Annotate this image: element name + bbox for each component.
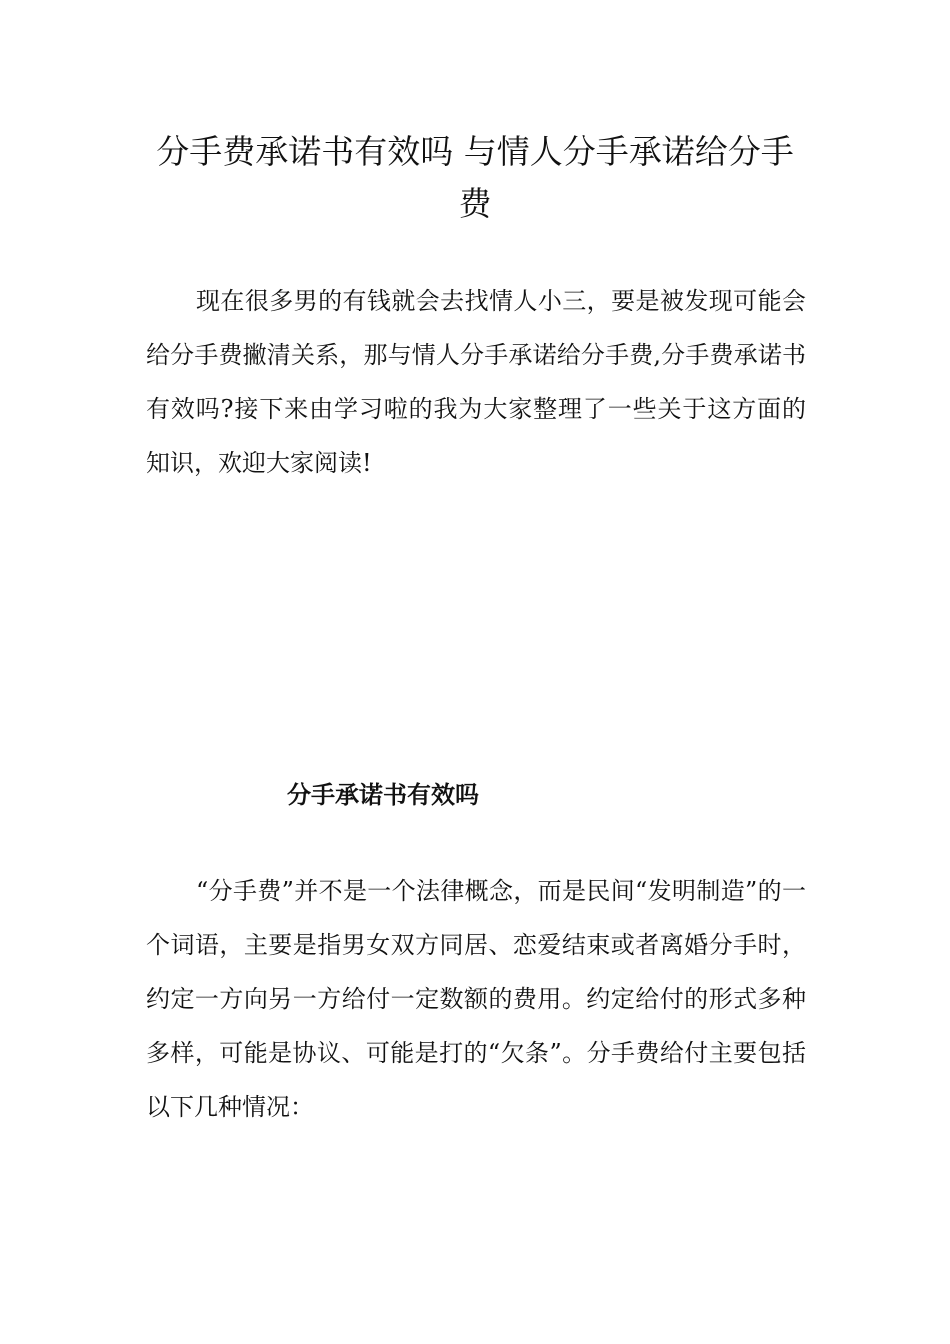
section-paragraph: “分手费”并不是一个法律概念，而是民间“发明制造”的一个词语，主要是指男女双方同居、恋爱结束或者离婚分手时，约定一方向另一方给付一定数额的费用。约定给付的形式多种多样，可能是协议、可能是打的“欠条”。分手费给付主要包括以下几种情况： <box>146 877 806 1121</box>
document-title: 分手费承诺书有效吗 与情人分手承诺给分手费 <box>156 132 794 223</box>
intro-paragraph: 现在很多男的有钱就会去找情人小三，要是被发现可能会给分手费撇清关系，那与情人分手承诺给分手费,分手费承诺书有效吗?接下来由学习啦的我为大家整理了一些关于这方面的知识，欢迎大家阅读! <box>146 287 806 477</box>
section-heading: 分手承诺书有效吗 <box>287 780 479 809</box>
